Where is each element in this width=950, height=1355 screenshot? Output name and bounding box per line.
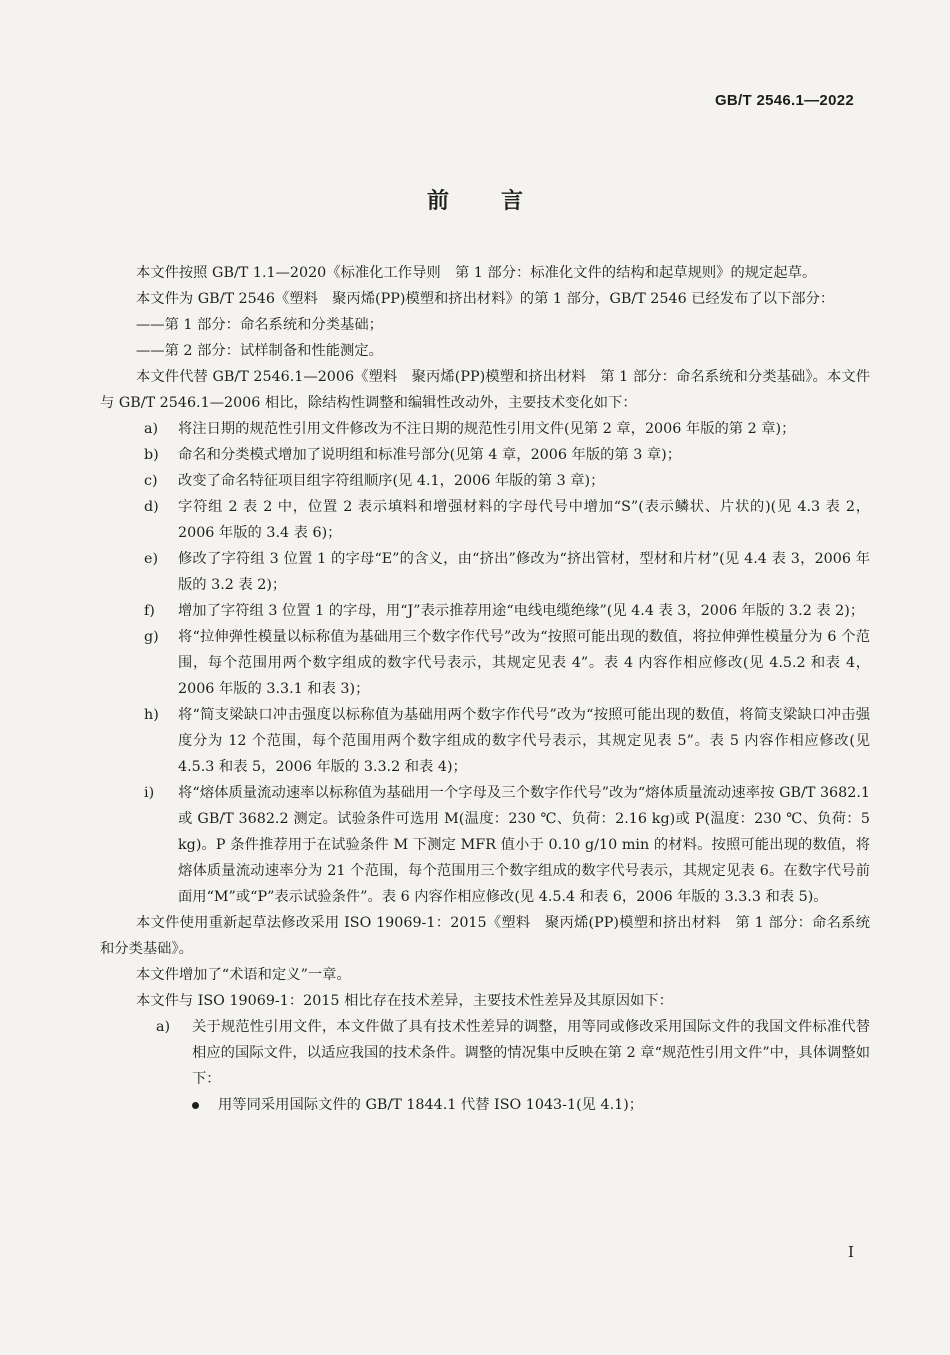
bullet-item — [100, 1092, 870, 1118]
paragraph-adoption: 本文件使用重新起草法修改采用 ISO 19069-1：2015《塑料 聚丙烯(PP)模塑和挤出材料 第 1 部分：命名系统和分类基础》。 — [100, 915, 870, 957]
item-label: g) — [144, 629, 159, 645]
change-item — [100, 494, 870, 546]
item-text: 将“简支梁缺口冲击强度以标称值为基础用两个数字作代号”改为“按照可能出现的数值，将简支梁缺口冲击强度分为 12 个范围，每个范围用两个数字组成的数字代号表示，其规定见表 5”。表 5 内容作相应修改(见 4.5.3 和表 5，2006 年版的 3.3.2 和表 4)； — [178, 707, 870, 775]
item-label: i) — [144, 785, 155, 801]
part-list-item: ——第 1 部分：命名系统和分类基础； — [136, 317, 383, 333]
paragraph-differences: 本文件与 ISO 19069-1：2015 相比存在技术差异，主要技术性差异及其原因如下： — [136, 993, 673, 1009]
change-item — [100, 442, 870, 468]
item-label: f) — [144, 603, 155, 619]
item-text: 将注日期的规范性引用文件修改为不注日期的规范性引用文件(见第 2 章，2006 年版的第 2 章)； — [178, 421, 796, 437]
change-item — [100, 468, 870, 494]
item-text: 增加了字符组 3 位置 1 的字母，用“J”表示推荐用途“电线电缆绝缘”(见 4.4 表 3，2006 年版的 3.2 表 2)； — [178, 603, 865, 619]
page-number: I — [848, 1243, 854, 1261]
item-text: 关于规范性引用文件，本文件做了具有技术性差异的调整，用等同或修改采用国际文件的我国文件标准代替相应的国际文件，以适应我国的技术条件。调整的情况集中反映在第 2 章“规范性引用文件”中，具体调整如下： — [192, 1019, 870, 1087]
change-item — [100, 780, 870, 910]
paragraph-drafting-rules: 本文件按照 GB/T 1.1—2020《标准化工作导则 第 1 部分：标准化文件的结构和起草规则》的规定起草。 — [136, 265, 817, 281]
foreword-body — [100, 260, 870, 1118]
item-text: 用等同采用国际文件的 GB/T 1844.1 代替 ISO 1043-1(见 4.1)； — [218, 1097, 644, 1113]
document-id: GB/T 2546.1—2022 — [714, 92, 854, 109]
item-label: e) — [144, 551, 159, 567]
item-text: 改变了命名特征项目组字符组顺序(见 4.1，2006 年版的第 3 章)； — [178, 473, 605, 489]
item-text: 字符组 2 表 2 中，位置 2 表示填料和增强材料的字母代号中增加“S”(表示鳞状、片状的)(见 4.3 表 2，2006 年版的 3.4 表 6)； — [178, 499, 870, 541]
item-label: d) — [144, 499, 159, 515]
change-item — [100, 416, 870, 442]
item-text: 将“拉伸弹性模量以标称值为基础用三个数字作代号”改为“按照可能出现的数值，将拉伸弹性模量分为 6 个范围，每个范围用两个数字组成的数字代号表示，其规定见表 4”。表 4 内容作相应修改(见 4.5.2 和表 4，2006 年版的 3.3.1 和表 3)； — [178, 629, 870, 697]
difference-item — [100, 1014, 870, 1092]
item-label: a) — [144, 421, 159, 437]
part-list-item: ——第 2 部分：试样制备和性能测定。 — [136, 343, 383, 359]
paragraph-series-parts: 本文件为 GB/T 2546《塑料 聚丙烯(PP)模塑和挤出材料》的第 1 部分，GB/T 2546 已经发布了以下部分： — [136, 291, 835, 307]
item-label: b) — [144, 447, 159, 463]
change-item — [100, 624, 870, 702]
differences-list — [100, 1014, 870, 1118]
item-label: a) — [156, 1019, 171, 1035]
change-item — [100, 598, 870, 624]
change-item — [100, 546, 870, 598]
change-item — [100, 702, 870, 780]
item-text: 修改了字符组 3 位置 1 的字母“E”的含义，由“挤出”修改为“挤出管材，型材和片材”(见 4.4 表 3，2006 年版的 3.2 表 2)； — [178, 551, 870, 593]
item-label: c) — [144, 473, 158, 489]
bullet-icon — [192, 1102, 199, 1109]
item-text: 命名和分类模式增加了说明组和标准号部分(见第 4 章，2006 年版的第 3 章)； — [178, 447, 682, 463]
changes-list — [100, 416, 870, 910]
item-text: 将“熔体质量流动速率以标称值为基础用一个字母及三个数字作代号”改为“熔体质量流动速率按 GB/T 3682.1 或 GB/T 3682.2 测定。试验条件可选用 M(温度：230 ℃、负荷：2.16 kg)或 P(温度：230 ℃、负荷：5 kg)。P 条件推荐用于在试验条件 M 下测定 MFR 值小于 0.10 g/10 min 的材料。按照可能出现的数值，将熔体质量流动速率分为 21 个范围，每个范围用三个数字组成的数字代号表示，其规定见表 6。在数字代号前面用“M”或“P”表示试验条件”。表 6 内容作相应修改(见 4.5.4 和表 6，2006 年版的 3.3.3 和表 5)。 — [178, 785, 870, 905]
page-title: 前言 — [426, 189, 575, 214]
paragraph-added-chapter: 本文件增加了“术语和定义”一章。 — [136, 967, 351, 983]
paragraph-replaces: 本文件代替 GB/T 2546.1—2006《塑料 聚丙烯(PP)模塑和挤出材料 第 1 部分：命名系统和分类基础》。本文件与 GB/T 2546.1—2006 相比，除结构性调整和编辑性改动外，主要技术变化如下： — [100, 369, 870, 411]
item-label: h) — [144, 707, 159, 723]
